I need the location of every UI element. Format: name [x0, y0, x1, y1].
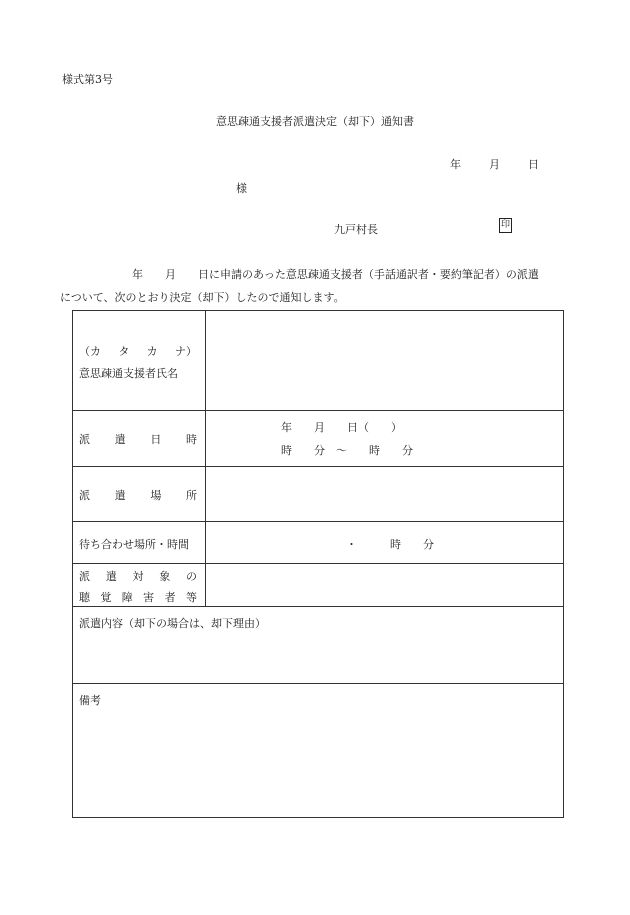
table-divider: [73, 563, 563, 564]
recipient-honorific: 様: [236, 182, 247, 195]
row-place-label: 派 遣 場 所: [79, 489, 197, 502]
row-datetime-label: 派 遣 日 時: [79, 433, 197, 446]
datetime-value-line1: 年 月 日（ ）: [281, 421, 402, 434]
row-remarks-label: 備考: [79, 694, 101, 707]
issuer-name: 九戸村長: [334, 223, 378, 236]
date-day: 日: [528, 158, 539, 171]
datetime-value-line2: 時 分 〜 時 分: [281, 444, 413, 457]
label-column-divider: [205, 311, 206, 606]
date-month: 月: [489, 158, 500, 171]
date-year: 年: [450, 158, 461, 171]
kana-label: （カ タ カ ナ）: [79, 345, 197, 358]
row-target-label: 派 遣 対 象 の 聴 覚 障 害 者 等: [79, 570, 197, 604]
supporter-name-label: 意思疎通支援者氏名: [79, 367, 178, 380]
document-title: 意思疎通支援者派遣決定（却下）通知書: [216, 115, 414, 128]
notification-table: [72, 310, 564, 818]
row-name-label: [79, 343, 197, 381]
form-number: 様式第3号: [62, 73, 113, 86]
body-text-line2: について、次のとおり決定（却下）したので通知します。: [60, 291, 345, 304]
body-text-line1: 年 月 日に申請のあった意思疎通支援者（手話通訳者・要約筆記者）の派遣: [132, 268, 539, 281]
date-line: [450, 156, 539, 172]
table-divider: [73, 410, 563, 411]
row-content-label: 派遣内容（却下の場合は、却下理由）: [79, 617, 266, 630]
row-meeting-label: 待ち合わせ場所・時間: [79, 538, 189, 551]
seal-mark: 印: [499, 218, 512, 233]
table-divider: [73, 683, 563, 684]
table-divider: [73, 466, 563, 467]
meeting-value: ・ 時 分: [346, 538, 434, 551]
table-divider: [73, 521, 563, 522]
table-divider: [73, 606, 563, 607]
